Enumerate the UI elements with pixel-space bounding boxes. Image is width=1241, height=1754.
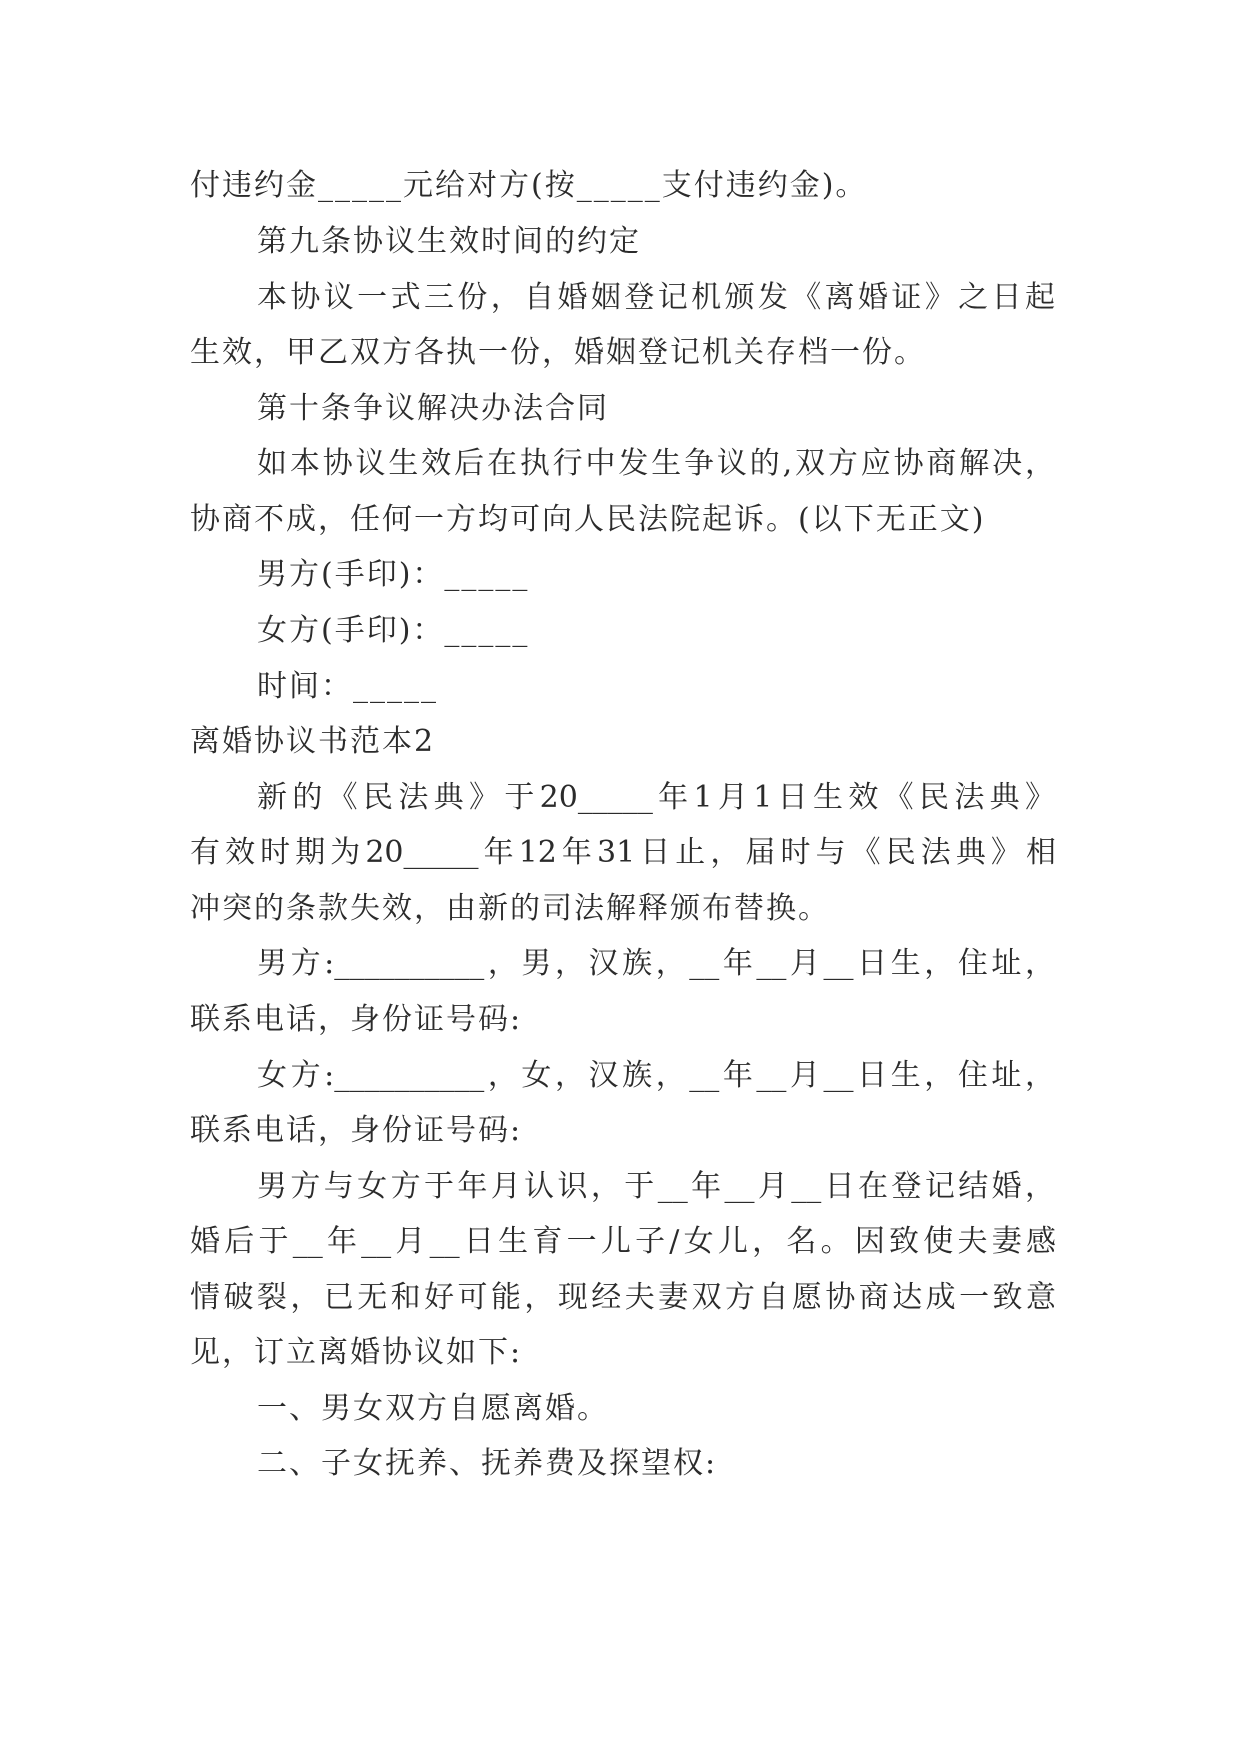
paragraph-line: 协商不成，任何一方均可向人民法院起诉。(以下无正文) [190,502,986,537]
paragraph-line: 付违约金_____元给对方(按_____支付违约金)。 [190,168,868,203]
paragraph-line: 男方:__________，男，汉族，__年__月__日生，住址， [257,946,1055,981]
paragraph-line: 有效时期为20_____年12年31日止，届时与《民法典》相 [190,835,1056,870]
paragraph-line: 见，订立离婚协议如下: [190,1335,523,1370]
paragraph-line: 情破裂，已无和好可能，现经夫妻双方自愿协商达成一致意 [190,1280,1056,1315]
section-heading: 第九条协议生效时间的约定 [257,224,641,259]
signature-line-female: 女方(手印)：_____ [257,613,530,648]
section-heading: 第十条争议解决办法合同 [257,391,609,426]
list-item: 一、男女双方自愿离婚。 [257,1391,609,1426]
document-title: 离婚协议书范本2 [190,724,436,759]
date-line: 时间：_____ [257,669,438,704]
paragraph-line: 新的《民法典》于20_____年1月1日生效《民法典》 [257,780,1055,815]
paragraph-line: 联系电话，身份证号码: [190,1002,523,1037]
paragraph-line: 冲突的条款失效，由新的司法解释颁布替换。 [190,891,830,926]
paragraph-line: 女方:__________，女，汉族，__年__月__日生，住址， [257,1058,1055,1093]
paragraph-line: 婚后于__年__月__日生育一儿子/女儿，名。因致使夫妻感 [190,1224,1056,1259]
paragraph-line: 如本协议生效后在执行中发生争议的,双方应协商解决， [257,446,1055,481]
signature-line-male: 男方(手印)：_____ [257,557,530,592]
paragraph-line: 生效，甲乙双方各执一份，婚姻登记机关存档一份。 [190,335,926,370]
list-item: 二、子女抚养、抚养费及探望权: [257,1446,718,1481]
paragraph-line: 联系电话，身份证号码: [190,1113,523,1148]
paragraph-line: 本协议一式三份，自婚姻登记机颁发《离婚证》之日起 [257,280,1055,315]
paragraph-line: 男方与女方于年月认识，于__年__月__日在登记结婚， [257,1169,1055,1204]
